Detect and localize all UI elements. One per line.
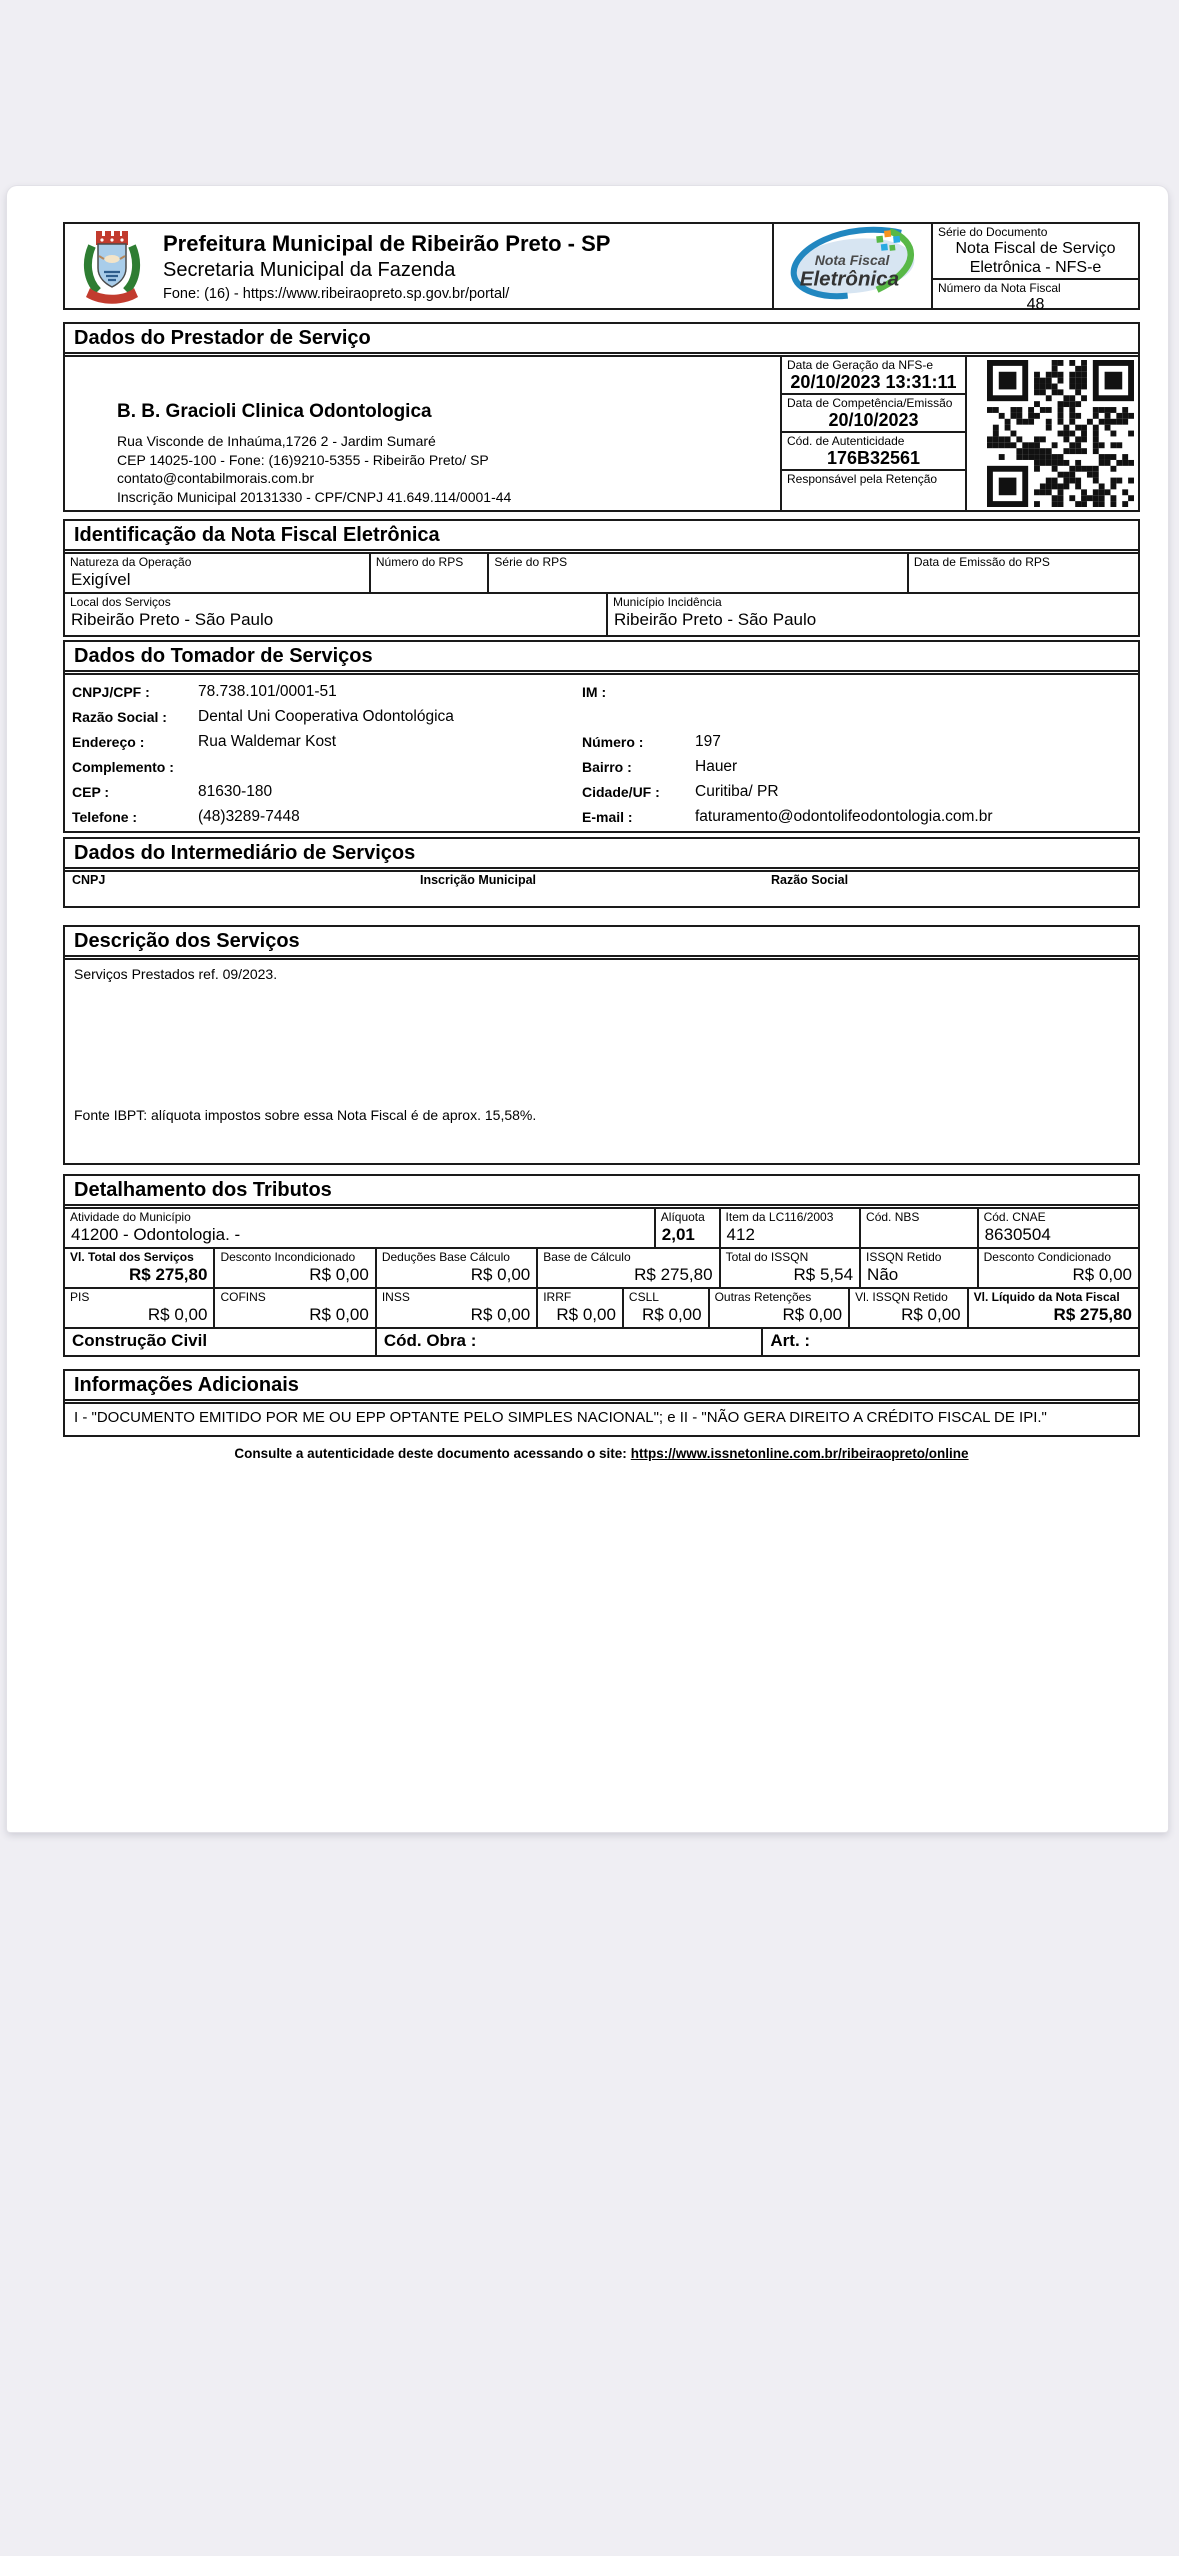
section-title-tomador: Dados do Tomador de Serviços <box>65 642 1138 675</box>
local-servicos-label: Local dos Serviços <box>70 595 171 609</box>
inss-label: INSS <box>381 1290 410 1304</box>
issqn-retido-value: Não <box>867 1265 899 1284</box>
section-title-informacoes: Informações Adicionais <box>65 1371 1138 1404</box>
section-descricao <box>63 925 1140 1165</box>
intermediario-row <box>65 872 1138 906</box>
im-label: IM : <box>582 683 607 700</box>
cod-autenticidade-cell <box>782 433 965 471</box>
tributos-row-construcao <box>65 1329 1138 1355</box>
art-label: Art. : <box>761 1329 1138 1355</box>
natureza-operacao-value: Exigível <box>71 570 131 589</box>
construcao-civil-label: Construção Civil <box>72 1331 208 1350</box>
numero-value: 197 <box>695 732 721 750</box>
section-title-identificacao: Identificação da Nota Fiscal Eletrônica <box>65 521 1138 554</box>
nfse-logo-text-2: Eletrônica <box>799 267 899 291</box>
atividade-cell <box>65 1209 654 1247</box>
section-title-descricao: Descrição dos Serviços <box>65 927 1138 960</box>
header-identity <box>65 224 772 308</box>
emissao-rps-label: Data de Emissão do RPS <box>913 555 1050 569</box>
tomador-row-endereco <box>65 729 1138 754</box>
deducoes-value: R$ 0,00 <box>470 1265 531 1284</box>
pis-value: R$ 0,00 <box>147 1305 208 1324</box>
responsavel-retencao-label: Responsável pela Retenção <box>787 472 938 486</box>
tomador-row-telefone <box>65 804 1138 829</box>
intermediario-cnpj-label: CNPJ <box>72 873 106 887</box>
tributos-row-valores-2 <box>65 1289 1138 1329</box>
razao-social-value: Dental Uni Cooperativa Odontológica <box>198 707 454 725</box>
cod-nbs-cell <box>859 1209 977 1247</box>
cod-cnae-label: Cód. CNAE <box>983 1210 1046 1224</box>
identificacao-row-2 <box>65 594 1138 635</box>
desconto-condicionado-label: Desconto Condicionado <box>983 1250 1112 1264</box>
base-calculo-cell <box>536 1249 718 1287</box>
irrf-value: R$ 0,00 <box>556 1305 616 1324</box>
atividade-label: Atividade do Município <box>70 1210 191 1224</box>
responsavel-retencao-cell <box>782 471 965 510</box>
local-servicos-value: Ribeirão Preto - São Paulo <box>71 610 274 629</box>
document-page <box>7 186 1168 1832</box>
vl-liquido-label: Vl. Líquido da Nota Fiscal <box>973 1290 1120 1304</box>
item-lc-label: Item da LC116/2003 <box>725 1210 834 1224</box>
deducoes-cell <box>375 1249 536 1287</box>
header-titles <box>163 230 610 302</box>
descricao-servicos: Serviços Prestados ref. 09/2023. <box>74 966 278 982</box>
cofins-value: R$ 0,00 <box>309 1305 369 1324</box>
prefeitura-coat-of-arms-icon <box>81 228 143 304</box>
vl-liquido-cell <box>967 1289 1138 1327</box>
cod-autenticidade-label: Cód. de Autenticidade <box>787 434 905 448</box>
cidade-uf-value: Curitiba/ PR <box>695 782 779 800</box>
section-informacoes <box>63 1369 1140 1437</box>
desconto-condicionado-value: R$ 0,00 <box>1072 1265 1133 1284</box>
total-servicos-label: Vl. Total dos Serviços <box>70 1250 194 1264</box>
bairro-value: Hauer <box>695 757 738 775</box>
razao-social-label: Razão Social : <box>72 708 167 725</box>
item-lc-cell <box>719 1209 859 1247</box>
outras-retencoes-value: R$ 0,00 <box>782 1305 843 1324</box>
total-issqn-cell <box>719 1249 859 1287</box>
nfse-logo-icon <box>772 224 931 308</box>
desconto-incondicionado-label: Desconto Incondicionado <box>220 1250 356 1264</box>
aliquota-cell <box>654 1209 719 1247</box>
intermediario-inscricao-label: Inscrição Municipal <box>420 873 537 887</box>
desconto-condicionado-cell <box>977 1249 1138 1287</box>
endereco-value: Rua Waldemar Kost <box>198 732 337 750</box>
natureza-operacao-cell <box>65 554 369 592</box>
email-label: E-mail : <box>582 808 633 825</box>
header-subtitle: Secretaria Municipal da Fazenda <box>163 258 456 281</box>
cnpj-cpf-label: CNPJ/CPF : <box>72 683 150 700</box>
tomador-row-cnpj <box>65 679 1138 704</box>
prestador-email: contato@contabilmorais.com.br <box>117 470 315 487</box>
data-competencia-value: 20/10/2023 <box>828 410 919 430</box>
tomador-row-razao <box>65 704 1138 729</box>
serie-rps-cell <box>487 554 906 592</box>
data-competencia-cell <box>782 395 965 433</box>
vl-issqn-retido-value: R$ 0,00 <box>901 1305 961 1324</box>
pis-cell <box>65 1289 213 1327</box>
natureza-operacao-label: Natureza da Operação <box>70 555 192 569</box>
tributos-row-valores-1 <box>65 1249 1138 1289</box>
informacoes-texto: I - "DOCUMENTO EMITIDO POR ME OU EPP OPTANTE PELO SIMPLES NACIONAL"; e II - "NÃO GERA DIREITO A CRÉDITO FISCAL DE IPI." <box>74 1409 1047 1426</box>
prestador-name: B. B. Gracioli Clinica Odontologica <box>117 401 432 422</box>
telefone-label: Telefone : <box>72 808 138 825</box>
csll-value: R$ 0,00 <box>642 1305 702 1324</box>
local-servicos-cell <box>65 594 606 635</box>
tomador-row-cep <box>65 779 1138 804</box>
header-doc-meta <box>931 224 1138 313</box>
data-geracao-cell <box>782 357 965 395</box>
municipio-incidencia-label: Município Incidência <box>612 595 722 609</box>
page-title: Prefeitura Municipal de Ribeirão Preto - SP <box>163 231 611 257</box>
total-servicos-cell <box>65 1249 213 1287</box>
numero-nota-cell <box>933 280 1138 315</box>
inss-cell <box>375 1289 536 1327</box>
base-calculo-value: R$ 275,80 <box>634 1265 713 1284</box>
cnpj-cpf-value: 78.738.101/0001-51 <box>198 682 337 700</box>
cep-value: 81630-180 <box>198 782 273 800</box>
municipio-incidencia-value: Ribeirão Preto - São Paulo <box>613 610 817 629</box>
irrf-label: IRRF <box>543 1290 572 1304</box>
section-title-tributos: Detalhamento dos Tributos <box>65 1176 1138 1209</box>
descricao-fonte-ibpt: Fonte IBPT: alíquota impostos sobre essa Nota Fiscal é de aprox. 15,58%. <box>74 1107 537 1123</box>
item-lc-value: 412 <box>726 1225 755 1244</box>
nfse-logo-text-1: Nota Fiscal <box>814 252 889 269</box>
numero-label: Número : <box>582 733 644 750</box>
prestador-body <box>65 357 1138 510</box>
cod-obra-label: Cód. Obra : <box>375 1329 762 1355</box>
pis-label: PIS <box>70 1290 90 1304</box>
serie-documento-cell <box>933 224 1138 280</box>
vl-issqn-retido-label: Vl. ISSQN Retido <box>855 1290 948 1304</box>
prestador-address-1: Rua Visconde de Inhaúma,1726 2 - Jardim Sumaré <box>117 433 436 449</box>
atividade-value: 41200 - Odontologia. - <box>71 1225 241 1244</box>
descricao-body <box>65 960 1138 1163</box>
section-title-intermediario: Dados do Intermediário de Serviços <box>65 839 1138 872</box>
authenticity-link[interactable]: https://www.issnetonline.com.br/ribeiraopreto/online <box>630 1445 969 1461</box>
municipio-incidencia-cell <box>606 594 1138 635</box>
qr-code-icon <box>987 360 1134 507</box>
outras-retencoes-label: Outras Retenções <box>714 1290 812 1304</box>
cod-nbs-label: Cód. NBS <box>866 1210 920 1224</box>
complemento-label: Complemento : <box>72 758 174 775</box>
numero-rps-label: Número do RPS <box>375 555 464 569</box>
inss-value: R$ 0,00 <box>470 1305 531 1324</box>
nfse-document <box>63 222 1140 1461</box>
data-geracao-label: Data de Geração da NFS-e <box>787 358 934 372</box>
issqn-retido-cell <box>859 1249 977 1287</box>
desconto-incondicionado-value: R$ 0,00 <box>309 1265 369 1284</box>
cod-nbs-value <box>861 1225 977 1226</box>
telefone-value: (48)3289-7448 <box>198 807 300 825</box>
issqn-retido-label: ISSQN Retido <box>866 1250 942 1264</box>
section-tomador <box>63 640 1140 833</box>
cod-autenticidade-value: 176B32561 <box>826 448 921 468</box>
deducoes-label: Deduções Base Cálculo <box>381 1250 510 1264</box>
data-competencia-label: Data de Competência/Emissão <box>787 396 953 410</box>
cod-cnae-value: 8630504 <box>984 1225 1051 1244</box>
tomador-body <box>65 675 1138 831</box>
vl-liquido-value: R$ 275,80 <box>1053 1305 1132 1324</box>
section-tributos <box>63 1174 1140 1357</box>
section-intermediario <box>63 837 1140 908</box>
serie-documento-value: Nota Fiscal de Serviço Eletrônica - NFS-e <box>955 240 1116 276</box>
section-prestador <box>63 322 1140 512</box>
document-header <box>63 222 1140 313</box>
aliquota-label: Alíquota <box>660 1210 705 1224</box>
csll-cell <box>622 1289 708 1327</box>
vl-issqn-retido-cell <box>848 1289 967 1327</box>
csll-label: CSLL <box>628 1290 659 1304</box>
header-phone-line: Fone: (16) - https://www.ribeiraopreto.sp.gov.br/portal/ <box>163 285 510 302</box>
tomador-row-complemento <box>65 754 1138 779</box>
prestador-address-2: CEP 14025-100 - Fone: (16)9210-5355 - Ribeirão Preto/ SP <box>117 451 489 468</box>
cep-label: CEP : <box>72 783 110 800</box>
email-value: faturamento@odontolifeodontologia.com.br <box>695 807 993 825</box>
section-identificacao <box>63 519 1140 637</box>
base-calculo-label: Base de Cálculo <box>543 1250 631 1264</box>
cofins-label: COFINS <box>220 1290 266 1304</box>
prestador-dates <box>780 357 967 510</box>
total-issqn-value: R$ 5,54 <box>793 1265 854 1284</box>
authenticity-footer <box>63 1446 1140 1461</box>
cofins-cell <box>213 1289 374 1327</box>
cidade-uf-label: Cidade/UF : <box>582 783 660 800</box>
data-geracao-value: 20/10/2023 13:31:11 <box>790 372 957 392</box>
outras-retencoes-cell <box>708 1289 848 1327</box>
numero-rps-cell <box>369 554 488 592</box>
prestador-inscricao: Inscrição Municipal 20131330 - CPF/CNPJ 41.649.114/0001-44 <box>117 488 512 505</box>
intermediario-razao-label: Razão Social <box>771 873 849 887</box>
serie-documento-label: Série do Documento <box>938 225 1048 239</box>
section-title-prestador: Dados do Prestador de Serviço <box>65 324 1138 357</box>
numero-nota-label: Número da Nota Fiscal <box>938 280 1061 295</box>
authenticity-text: Consulte a autenticidade deste documento acessando o site: <box>234 1445 627 1461</box>
tributos-row-atividade <box>65 1209 1138 1249</box>
irrf-cell <box>536 1289 622 1327</box>
cod-cnae-cell <box>977 1209 1138 1247</box>
numero-nota-value: 48 <box>1026 295 1045 313</box>
total-servicos-value: R$ 275,80 <box>128 1265 208 1284</box>
desconto-incondicionado-cell <box>213 1249 374 1287</box>
prestador-info <box>65 357 1138 506</box>
endereco-label: Endereço : <box>72 733 145 750</box>
bairro-label: Bairro : <box>582 758 632 775</box>
total-issqn-label: Total do ISSQN <box>725 1250 809 1264</box>
identificacao-row-1 <box>65 554 1138 594</box>
serie-rps-label: Série do RPS <box>494 555 568 569</box>
emissao-rps-cell <box>907 554 1138 592</box>
aliquota-value: 2,01 <box>661 1225 695 1244</box>
